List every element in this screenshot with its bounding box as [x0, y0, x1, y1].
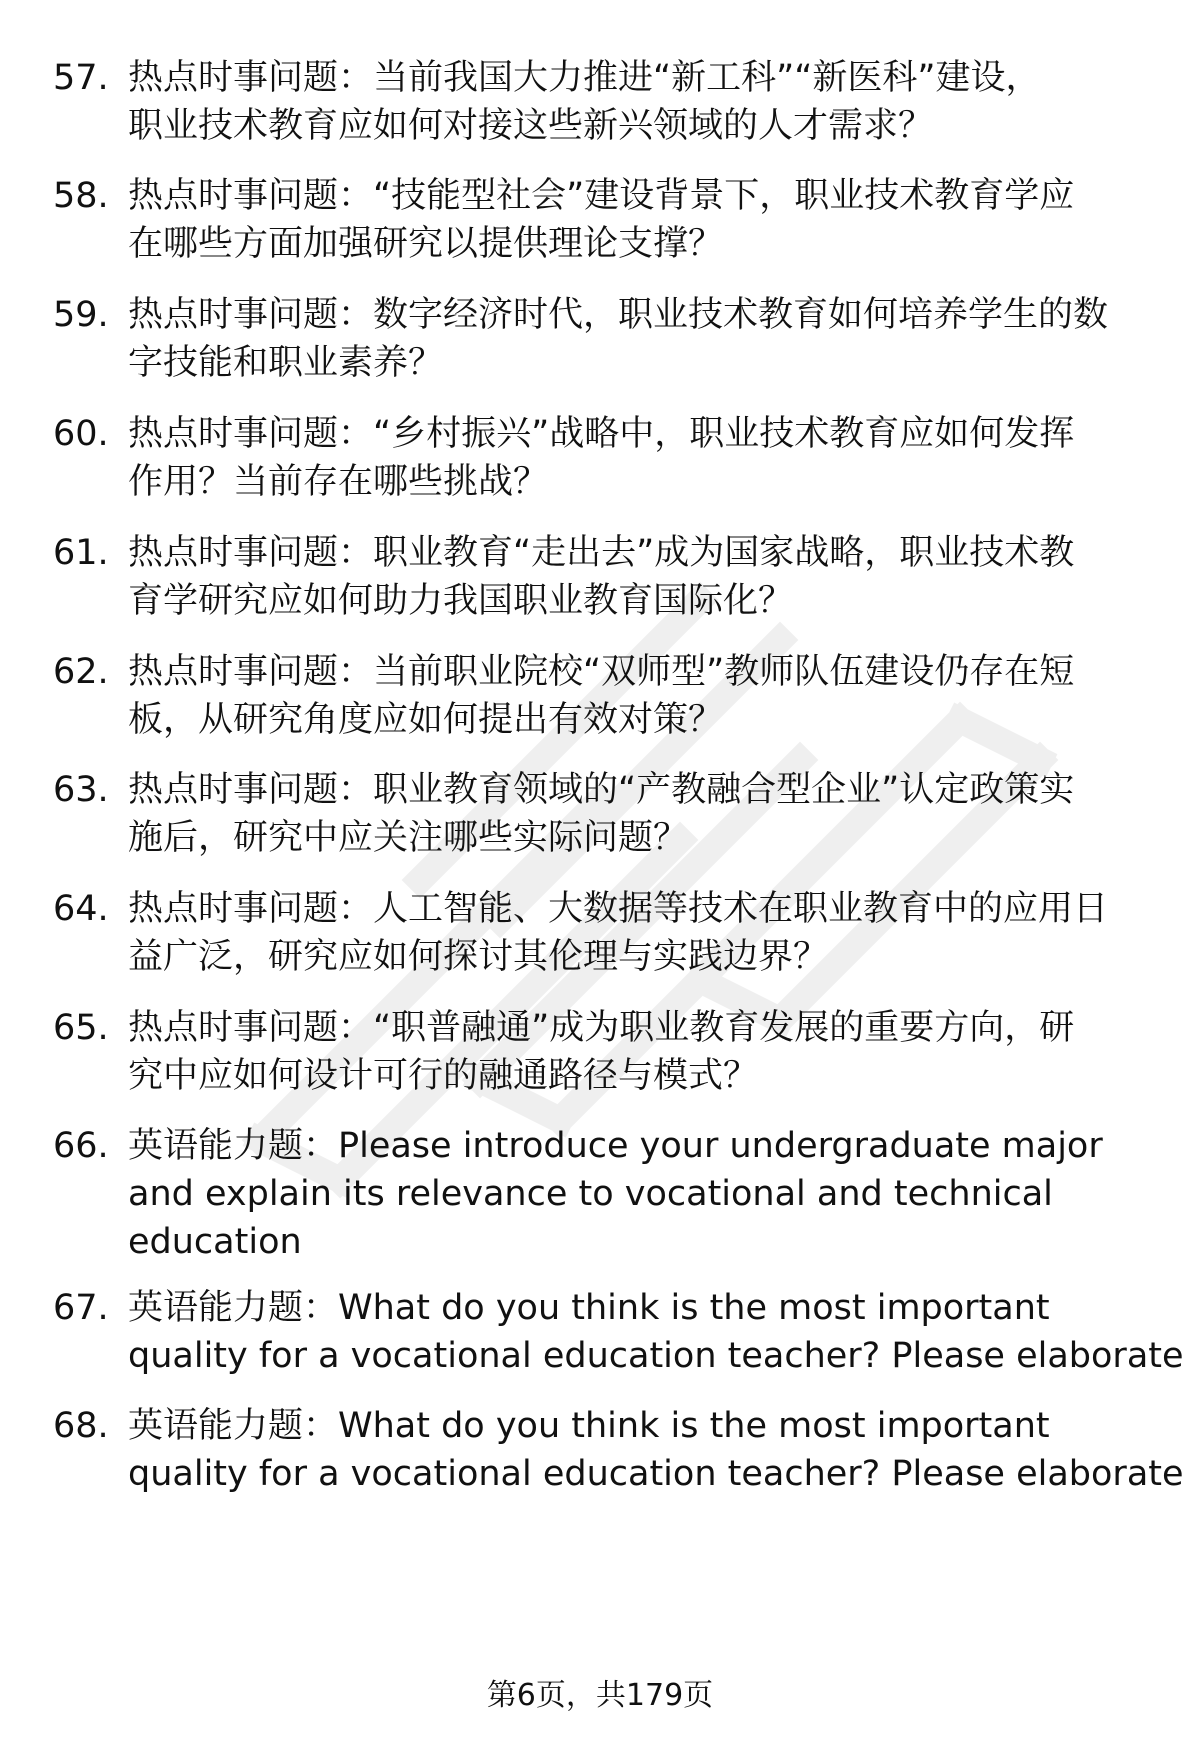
- question-text-line: 热点时事问题：当前我国大力推进“新工科”“新医科”建设，: [128, 58, 1041, 98]
- question-text-line: and explain its relevance to vocational and technical: [128, 1174, 1053, 1214]
- question-text-line: 育学研究应如何助力我国职业教育国际化？: [128, 581, 794, 621]
- question-text: [128, 172, 1158, 268]
- question-text-line: 热点时事问题：“乡村振兴”战略中，职业技术教育应如何发挥: [128, 414, 1075, 454]
- question-text: [128, 1284, 1184, 1380]
- question-number: 59.: [53, 295, 109, 335]
- question-number: 66.: [53, 1126, 109, 1166]
- question-text: [128, 1122, 1158, 1266]
- question-text-line: quality for a vocational education teacher? Please elaborate: [128, 1454, 1184, 1494]
- question-text-line: 字技能和职业素养？: [128, 343, 444, 383]
- question-text-line: 热点时事问题：“技能型社会”建设背景下，职业技术教育学应: [128, 176, 1075, 216]
- question-text-line: quality for a vocational education teacher? Please elaborate: [128, 1336, 1184, 1376]
- question-number: 58.: [53, 176, 109, 216]
- question-text-line: 热点时事问题：当前职业院校“双师型”教师队伍建设仍存在短: [128, 652, 1075, 692]
- question-number: 67.: [53, 1288, 109, 1328]
- question-text-line: 作用？当前存在哪些挑战？: [128, 462, 549, 502]
- question-text: [128, 1402, 1184, 1498]
- question-text: [128, 885, 1158, 981]
- question-number: 65.: [53, 1008, 109, 1048]
- question-number: 63.: [53, 770, 109, 810]
- question-text: [128, 766, 1158, 862]
- question-text-line: 英语能力题：What do you think is the most important: [128, 1288, 1050, 1328]
- question-text-line: 施后，研究中应关注哪些实际问题？: [128, 818, 689, 858]
- question-number: 61.: [53, 533, 109, 573]
- question-text: [128, 648, 1158, 744]
- question-number: 60.: [53, 414, 109, 454]
- question-number: 62.: [53, 652, 109, 692]
- question-text: [128, 291, 1158, 387]
- watermark-graphic: [180, 520, 1080, 1220]
- question-text: [128, 1004, 1158, 1100]
- question-text-line: 热点时事问题：人工智能、大数据等技术在职业教育中的应用日: [128, 889, 1109, 929]
- question-text: [128, 410, 1158, 506]
- question-text: [128, 529, 1158, 625]
- question-text-line: education: [128, 1222, 302, 1262]
- question-text-line: 板，从研究角度应如何提出有效对策？: [128, 700, 724, 740]
- question-text-line: 热点时事问题：职业教育领域的“产教融合型企业”认定政策实: [128, 770, 1075, 810]
- question-number: 64.: [53, 889, 109, 929]
- question-number: 57.: [53, 58, 109, 98]
- question-text-line: 究中应如何设计可行的融通路径与模式？: [128, 1056, 759, 1096]
- question-number: 68.: [53, 1406, 109, 1446]
- question-text-line: 益广泛，研究应如何探讨其伦理与实践边界？: [128, 937, 829, 977]
- question-text-line: 热点时事问题：职业教育“走出去”成为国家战略，职业技术教: [128, 533, 1075, 573]
- question-text: [128, 54, 1158, 150]
- question-text-line: 英语能力题：What do you think is the most important: [128, 1406, 1050, 1446]
- question-text-line: 英语能力题：Please introduce your undergraduate major: [128, 1126, 1103, 1166]
- question-text-line: 热点时事问题：“职普融通”成为职业教育发展的重要方向，研: [128, 1008, 1075, 1048]
- question-text-line: 职业技术教育应如何对接这些新兴领域的人才需求？: [128, 106, 934, 146]
- page-footer: 第6页，共179页: [486, 1678, 714, 1713]
- question-text-line: 热点时事问题：数字经济时代，职业技术教育如何培养学生的数: [128, 295, 1109, 335]
- question-text-line: 在哪些方面加强研究以提供理论支撑？: [128, 224, 724, 264]
